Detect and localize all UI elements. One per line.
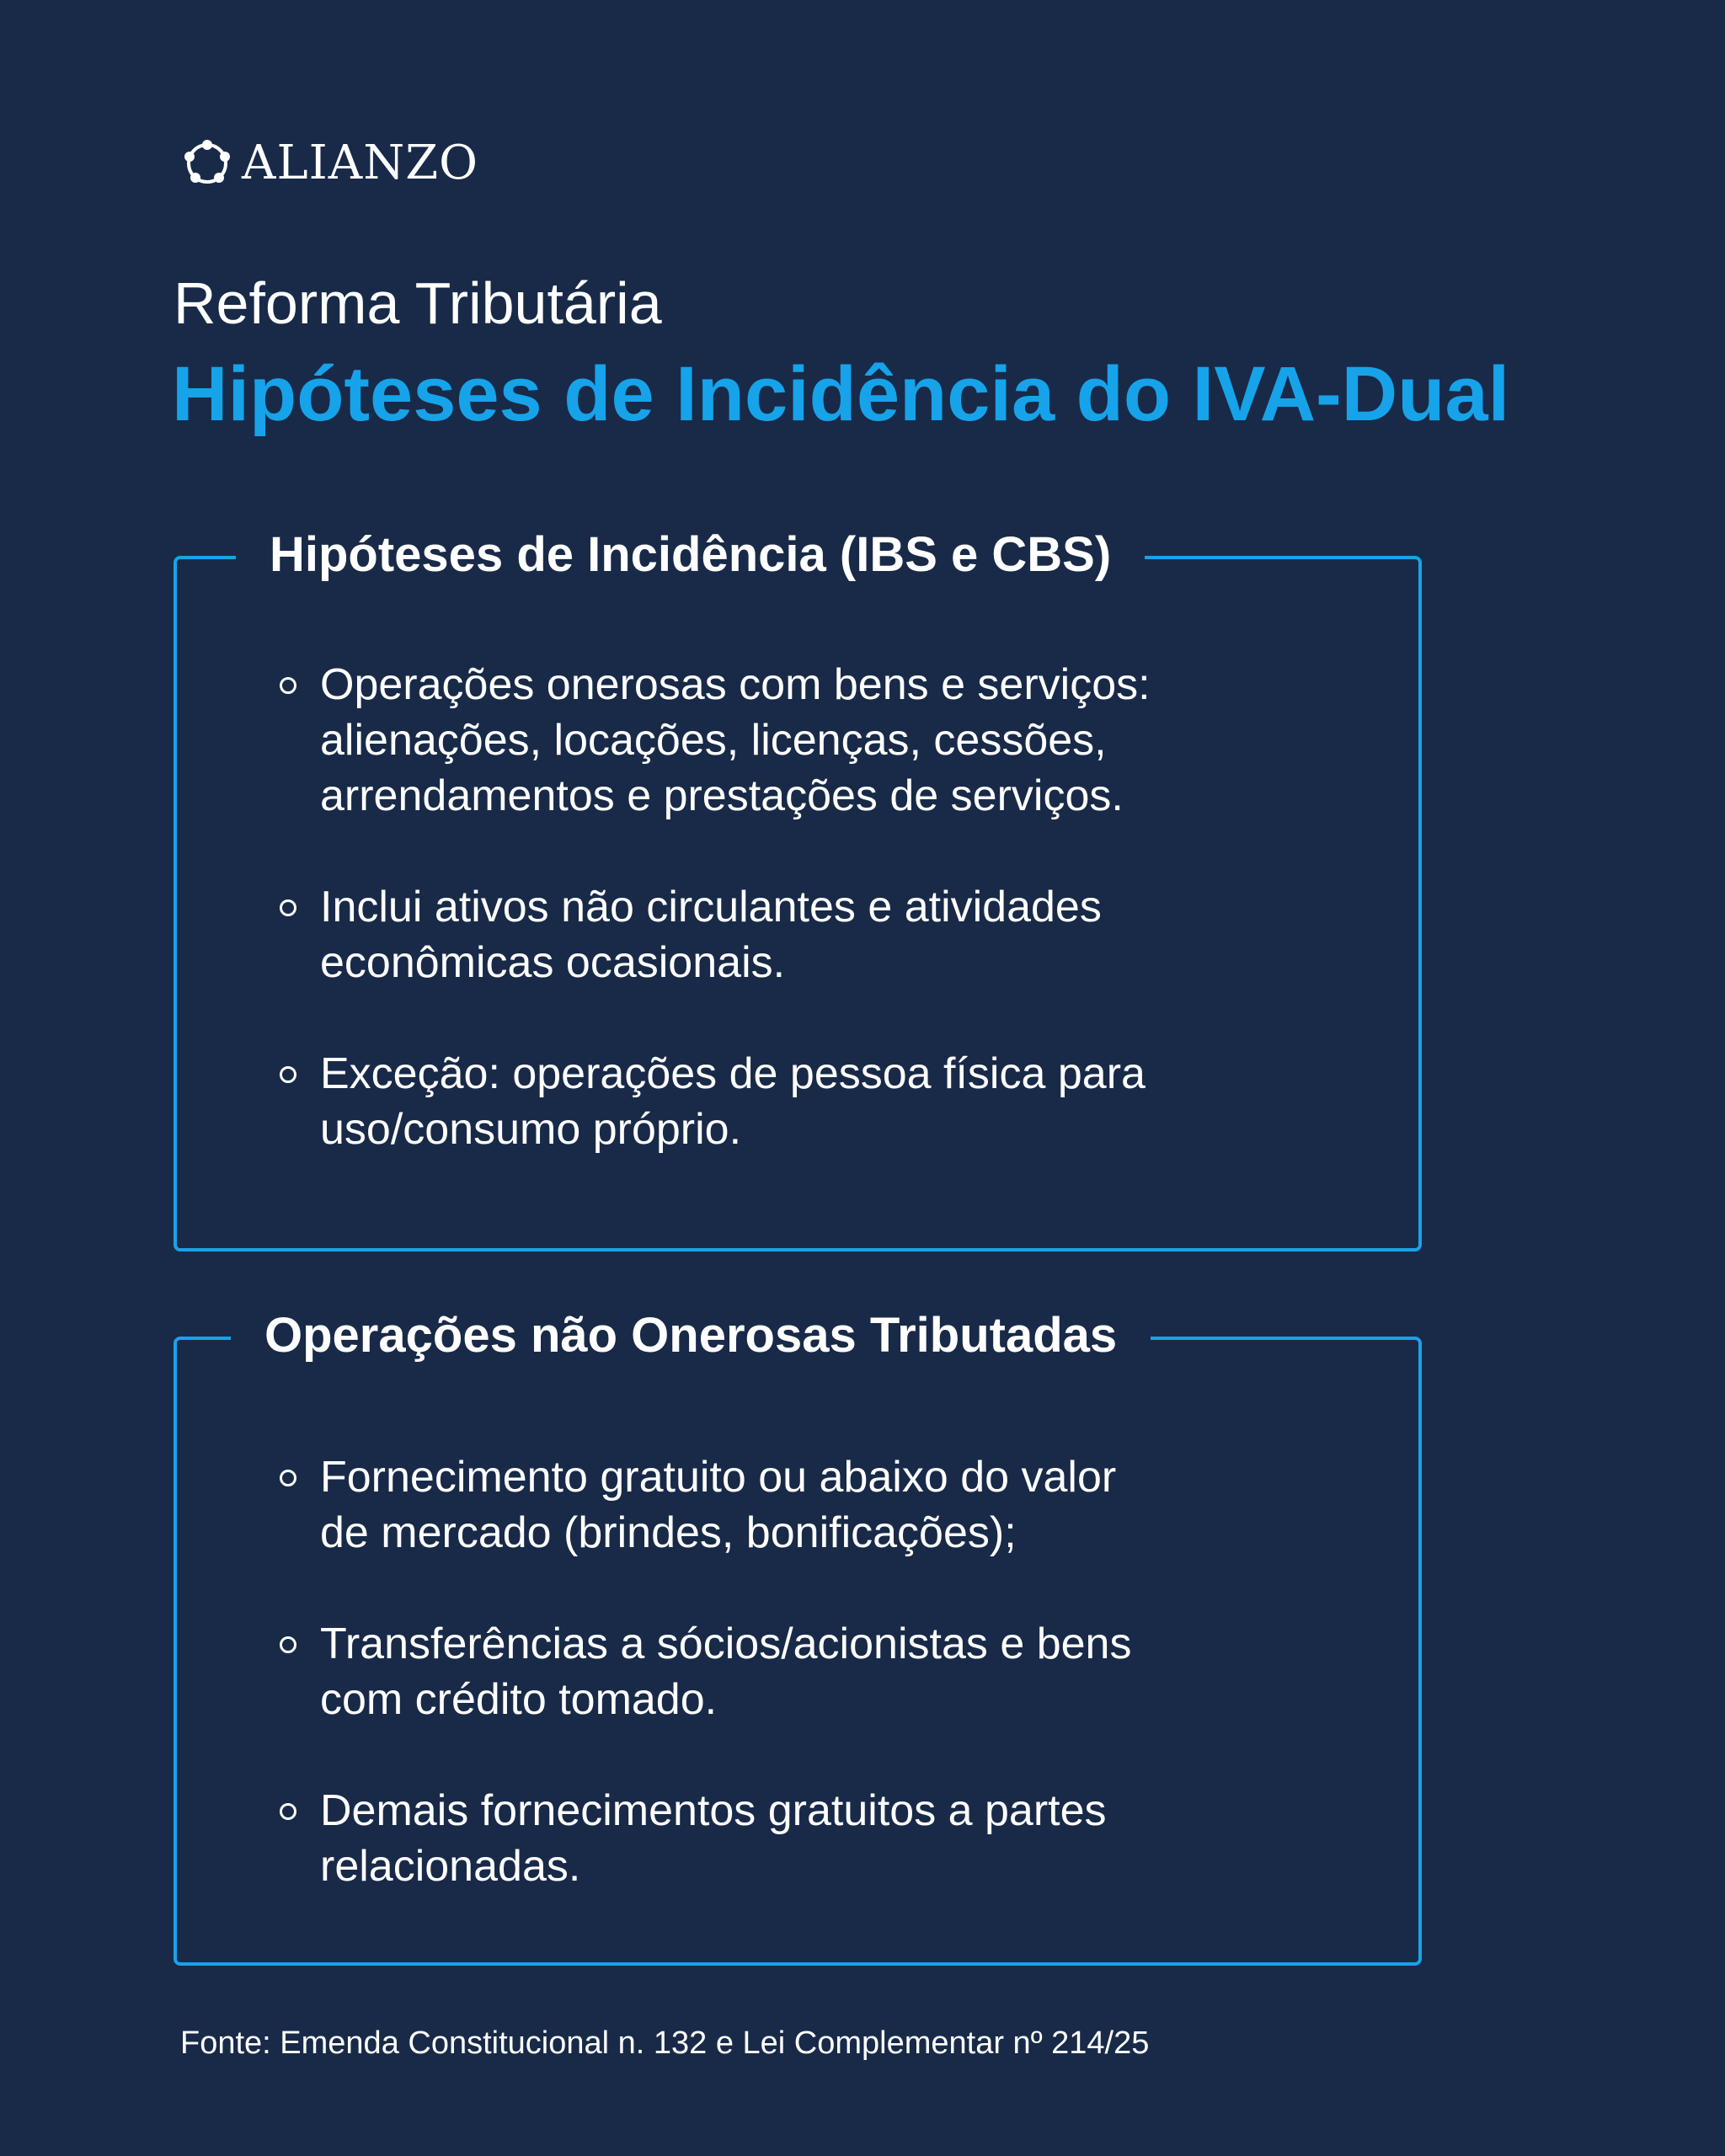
- section-title: Operações não Onerosas Tributadas: [231, 1298, 1151, 1374]
- item-line: relacionadas.: [320, 1842, 581, 1891]
- circle-bullet-icon: [280, 1803, 296, 1820]
- bullet-list: [278, 657, 1151, 1213]
- ring-logo-icon: [179, 136, 235, 191]
- source-note: Fonte: Emenda Constitucional n. 132 e Lei Complementar nº 214/25: [180, 2025, 1150, 2061]
- page-kicker: Reforma Tributária: [174, 270, 662, 336]
- circle-bullet-icon: [280, 1636, 296, 1653]
- item-line: com crédito tomado.: [320, 1675, 718, 1724]
- list-item: [278, 657, 1151, 824]
- item-line: Transferências a sócios/acionistas e bens: [320, 1620, 1132, 1668]
- item-line: uso/consumo próprio.: [320, 1105, 742, 1154]
- item-line: Operações onerosas com bens e serviços:: [320, 660, 1151, 709]
- incidence-hypotheses-box: [174, 527, 1422, 1251]
- list-item: [278, 1046, 1151, 1157]
- bullet-list: [278, 1449, 1131, 1950]
- item-line: alienações, locações, licenças, cessões,: [320, 716, 1107, 765]
- circle-bullet-icon: [280, 1470, 296, 1486]
- brand-name: ALIANZO: [242, 136, 479, 190]
- list-item: [278, 1616, 1131, 1727]
- item-line: Inclui ativos não circulantes e atividades: [320, 883, 1102, 931]
- page-title: Hipóteses de Incidência do IVA-Dual: [172, 351, 1510, 437]
- item-line: arrendamentos e prestações de serviços.: [320, 771, 1124, 820]
- item-line: Fornecimento gratuito ou abaixo do valor: [320, 1453, 1117, 1502]
- list-item: [278, 879, 1151, 990]
- item-line: Exceção: operações de pessoa física para: [320, 1049, 1146, 1098]
- list-item: [278, 1783, 1131, 1894]
- brand-logo: [179, 135, 478, 192]
- item-line: Demais fornecimentos gratuitos a partes: [320, 1786, 1107, 1835]
- item-line: de mercado (brindes, bonificações);: [320, 1508, 1017, 1557]
- item-line: econômicas ocasionais.: [320, 938, 786, 987]
- circle-bullet-icon: [280, 677, 296, 694]
- section-title: Hipóteses de Incidência (IBS e CBS): [236, 517, 1145, 593]
- circle-bullet-icon: [280, 899, 296, 916]
- non-onerous-operations-box: [174, 1308, 1422, 1966]
- list-item: [278, 1449, 1131, 1561]
- circle-bullet-icon: [280, 1066, 296, 1083]
